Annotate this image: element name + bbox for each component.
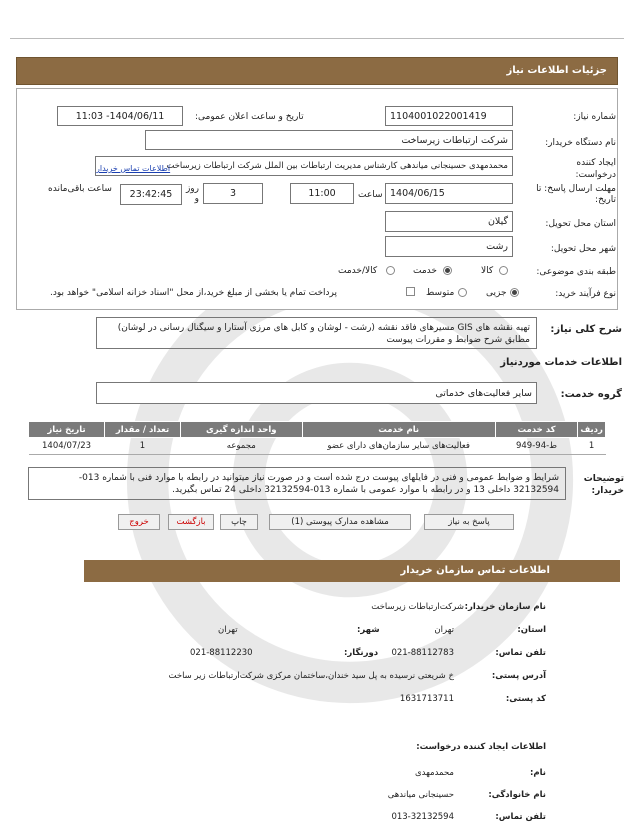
contact-postal-value: 1631713711: [399, 694, 454, 704]
category-goods-radio[interactable]: [499, 266, 508, 275]
contact-postal-label: کد پستی:: [505, 694, 546, 704]
creator-family-label: نام خانوادگی:: [488, 790, 546, 800]
contact-phone-value: 021-88112783: [391, 648, 454, 658]
deadline-time-field[interactable]: 11:00: [290, 183, 354, 204]
top-divider: [10, 38, 624, 39]
col-code: کد خدمت: [495, 422, 577, 438]
buyer-contact-link[interactable]: اطلاعات تماس خریدار: [96, 164, 171, 173]
items-table: [28, 421, 606, 455]
col-date: تاریخ نیاز: [29, 422, 105, 438]
contact-province-value: تهران: [434, 625, 454, 635]
contact-city-value: تهران: [218, 625, 238, 635]
contact-header: [84, 560, 620, 582]
cell-qty: 1: [105, 438, 181, 455]
contact-phone-label: تلفن تماس:: [495, 648, 546, 658]
process-label: نوع فرآیند خرید:: [555, 289, 616, 299]
deadline-label: مهلت ارسال پاسخ: تا تاریخ:: [536, 184, 616, 205]
remaining-field[interactable]: 23:42:45: [120, 184, 182, 205]
announce-label: تاریخ و ساعت اعلان عمومی:: [195, 112, 304, 122]
announce-field[interactable]: 1404/06/11- 11:03: [57, 106, 183, 126]
contact-fax-label: دورنگار:: [344, 648, 379, 658]
category-both-radio[interactable]: [386, 266, 395, 275]
creator-phone-label: تلفن تماس:: [495, 812, 546, 822]
cell-unit: مجموعه: [181, 438, 303, 455]
summary-label: شرح کلی نیاز:: [550, 324, 622, 335]
cell-row: 1: [578, 438, 606, 455]
col-row: ردیف: [578, 422, 606, 438]
col-unit: واحد اندازه گیری: [181, 422, 303, 438]
payment-note: پرداخت تمام یا بخشی از مبلغ خرید،از محل "اسناد خزانه اسلامی" خواهد بود.: [50, 288, 338, 298]
creator-field[interactable]: محمدمهدی حسینجانی میاندهی کارشناس مدیریت ارتباطات بین الملل شرکت ارتباطات زیرساخت: [95, 156, 513, 176]
category-label: طبقه بندی موضوعی:: [536, 267, 616, 277]
creator-name-value: محمدمهدی: [414, 768, 454, 778]
contact-org-label: نام سازمان خریدار:: [464, 602, 546, 612]
creator-name-label: نام:: [529, 768, 546, 778]
process-medium-label: متوسط: [426, 288, 455, 298]
cell-date: 1404/07/23: [29, 438, 105, 455]
deadline-date-field[interactable]: 1404/06/15: [385, 183, 513, 204]
contact-org-value: شرکت‌ارتباطات زیرساخت: [371, 602, 464, 612]
print-button[interactable]: چاپ: [220, 514, 258, 530]
col-name: نام خدمت: [302, 422, 495, 438]
treasury-checkbox[interactable]: [406, 287, 415, 296]
buyer-notes-box: شرایط و ضوابط عمومی و فنی در فایلهای پیوست درج شده است و در صورت نیاز میتوانید در رابطه با موارد فنی با شماره 013-32132594 داخلی 13 و در رابطه با موارد عمومی با شماره 013-32132594 داخلی 24 تماس بگیرید.: [28, 467, 566, 500]
contact-province-label: استان:: [517, 625, 546, 635]
summary-box: تهیه نقشه های GIS مسیرهای فاقد نقشه (رشت - لوشان و کابل های مرزی آستارا و سیگنال رسانی در لوشان) مطابق شرح ضوابط و مقررات پیوست: [96, 317, 537, 349]
creator-phone-value: 013-32132594: [391, 812, 454, 822]
buyer-field[interactable]: شرکت ارتباطات زیرساخت: [145, 130, 513, 150]
process-minor-label: جزیی: [486, 288, 507, 298]
need-number-label: شماره نیاز:: [573, 112, 616, 122]
buyer-notes-label: توضیحات خریدار:: [583, 474, 624, 496]
category-both-label: کالا/خدمت: [338, 266, 378, 276]
contact-fax-value: 021-88112230: [190, 648, 253, 658]
contact-address-label: آدرس پستی:: [491, 671, 546, 681]
exit-button[interactable]: خروج: [118, 514, 160, 530]
remaining-label: ساعت باقی‌مانده: [48, 184, 112, 194]
cell-name: فعالیت‌های سایر سازمان‌های دارای عضو: [302, 438, 495, 455]
back-button[interactable]: بازگشت: [168, 514, 214, 530]
category-goods-label: کالا: [481, 266, 494, 276]
category-service-label: خدمت: [413, 266, 437, 276]
col-qty: تعداد / مقدار: [105, 422, 181, 438]
process-minor-radio[interactable]: [510, 288, 519, 297]
city-field[interactable]: رشت: [385, 236, 513, 257]
attachments-button[interactable]: مشاهده مدارک پیوستی (1): [269, 514, 411, 530]
creator-family-value: حسینجانی میاندهی: [387, 790, 454, 800]
service-group-label: گروه خدمت:: [560, 389, 622, 400]
time-label: ساعت: [358, 190, 383, 200]
cell-code: ط-94-949: [495, 438, 577, 455]
city-label: شهر محل تحویل:: [550, 244, 616, 254]
service-group-field[interactable]: سایر فعالیت‌های خدماتی: [96, 382, 537, 404]
buyer-label: نام دستگاه خریدار:: [545, 138, 616, 148]
creator-label: ایجاد کننده درخواست:: [575, 158, 616, 180]
need-number-field[interactable]: 1104001022001419: [385, 106, 513, 126]
province-label: استان محل تحویل:: [545, 219, 616, 229]
creator-title: اطلاعات ایجاد کننده درخواست:: [416, 742, 546, 752]
contact-city-label: شهر:: [357, 625, 380, 635]
reply-button[interactable]: پاسخ به نیاز: [424, 514, 514, 530]
services-title: اطلاعات خدمات موردنیاز: [500, 357, 622, 368]
contact-address-value: خ شریعتی نرسیده به پل سید خندان،ساختمان مرکزی شرکت‌ارتباطات زیر ساخت: [168, 671, 454, 681]
days-label: روز و: [185, 184, 199, 204]
category-service-radio[interactable]: [443, 266, 452, 275]
days-field[interactable]: 3: [203, 183, 263, 204]
contact-title: اطلاعات تماس سازمان خریدار: [400, 565, 550, 576]
province-field[interactable]: گیلان: [385, 211, 513, 232]
process-medium-radio[interactable]: [458, 288, 467, 297]
details-header: [16, 57, 618, 85]
table-row: [29, 438, 606, 455]
details-title: جزئیات اطلاعات نیاز: [506, 65, 607, 76]
